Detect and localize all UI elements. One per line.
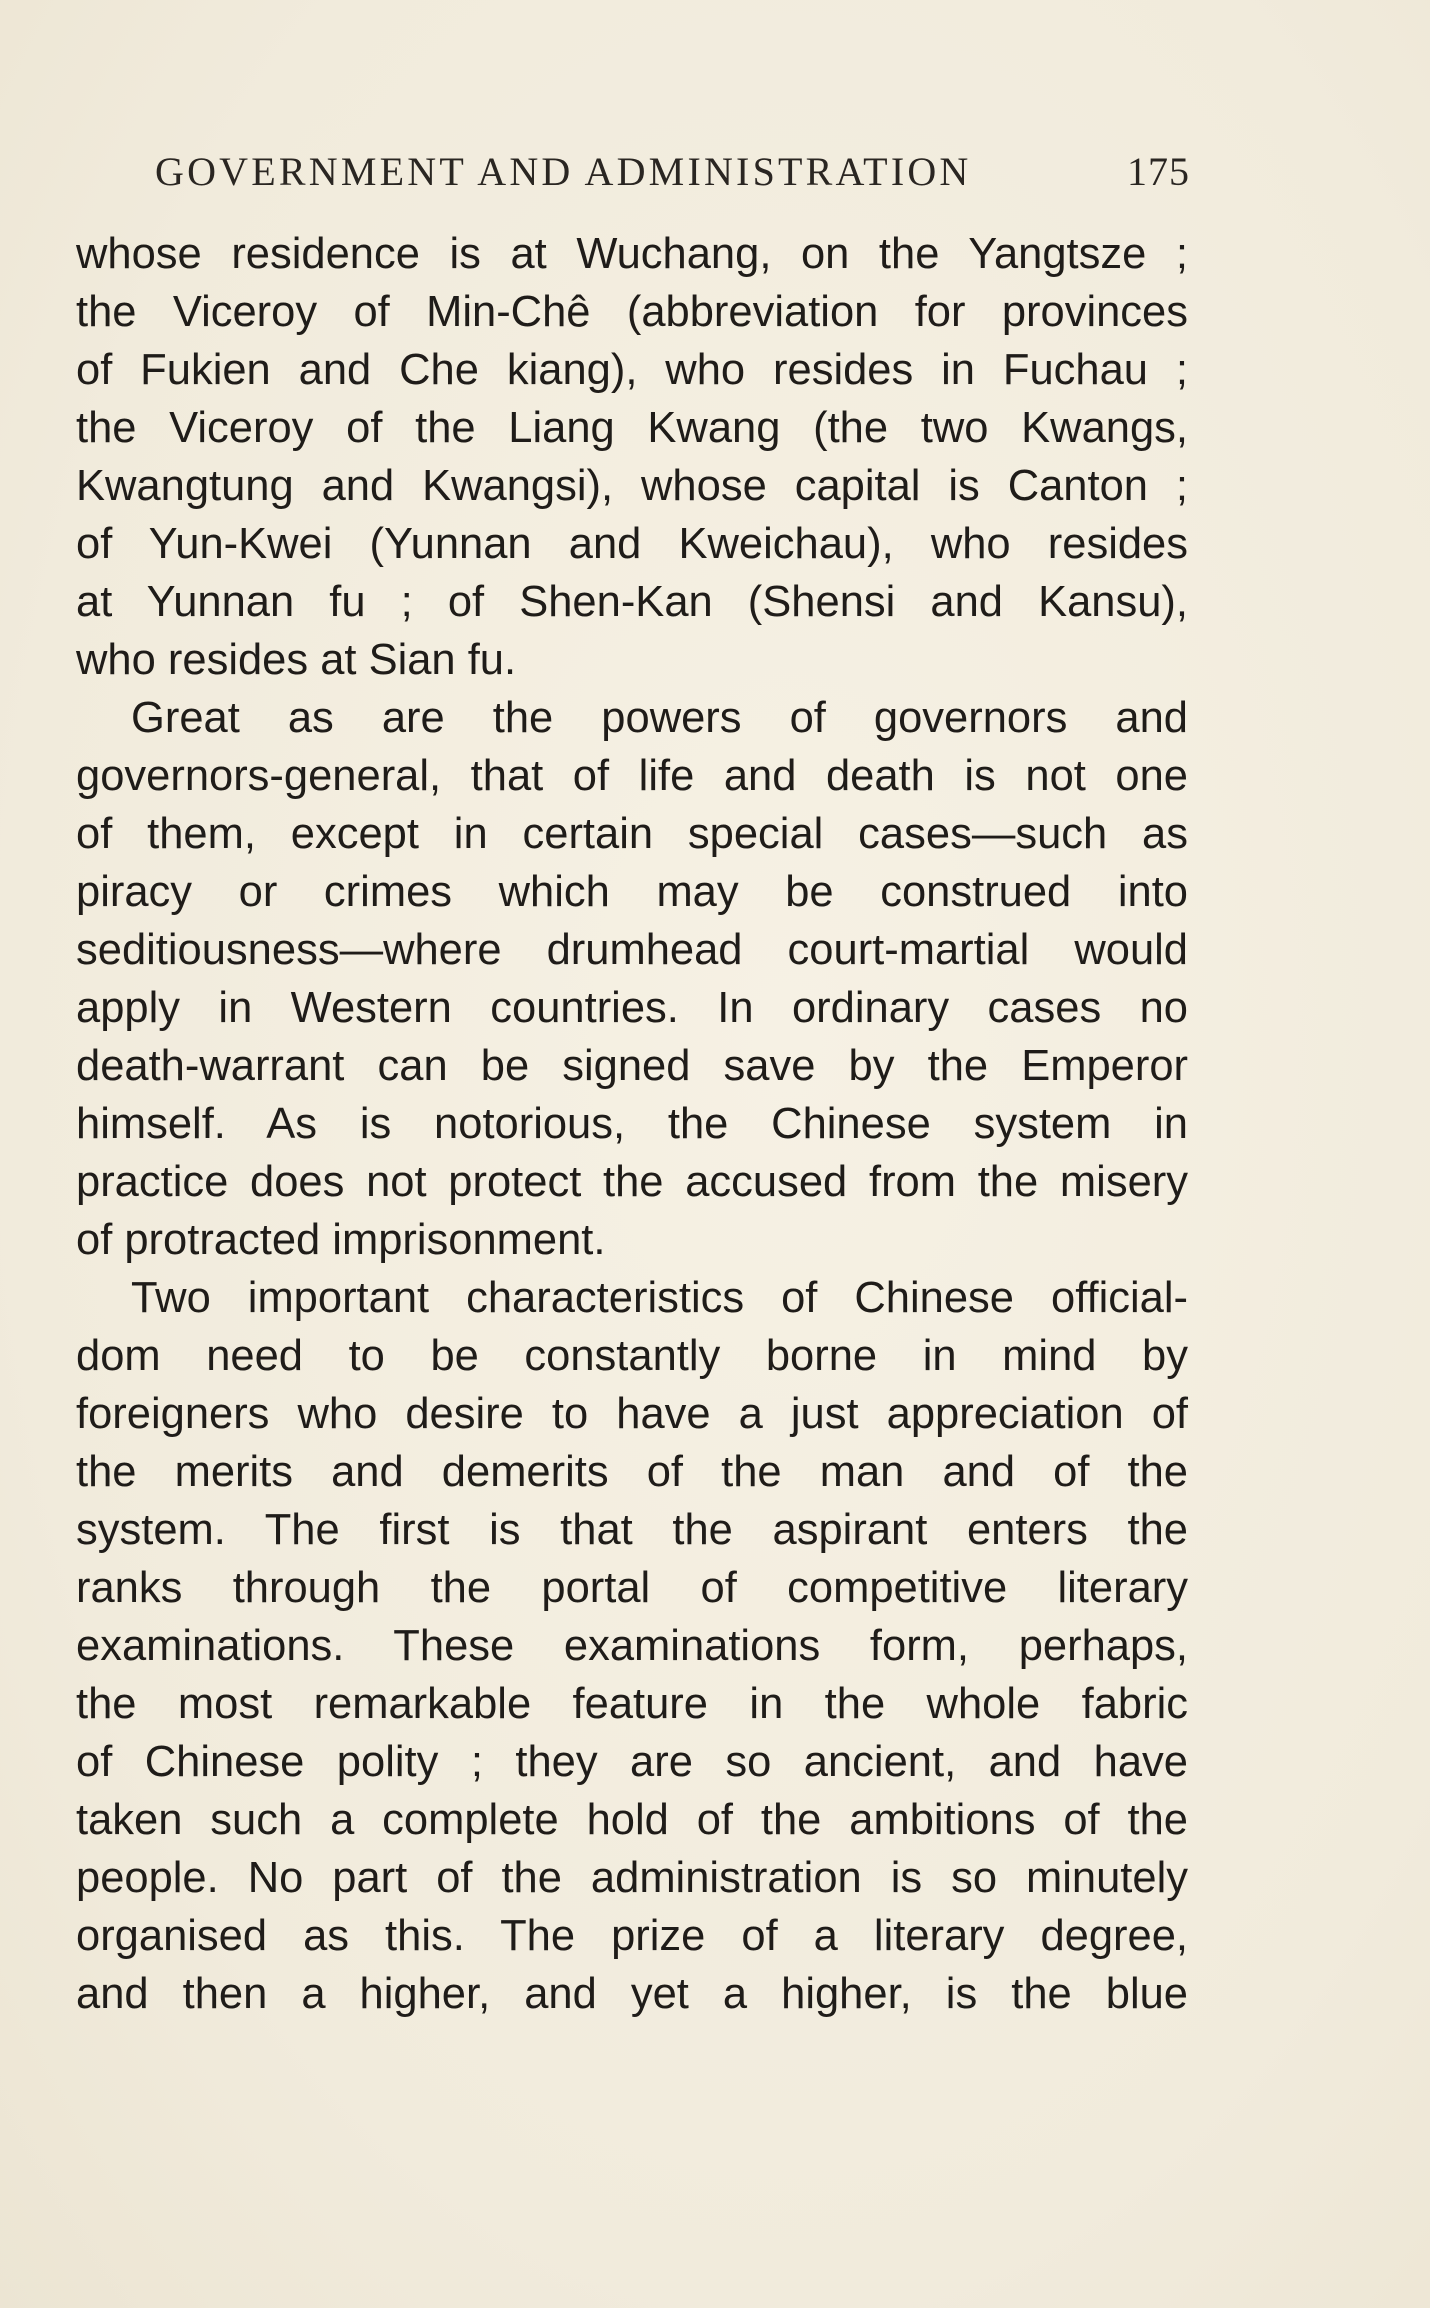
text-line: piracy or crimes which may be construed into: [76, 868, 1188, 916]
body-text: [76, 225, 1188, 2023]
text-line: of Chinese polity ; they are so ancient, and have: [76, 1738, 1188, 1786]
text-line: Great as are the powers of governors and: [131, 694, 1188, 742]
text-line: apply in Western countries. In ordinary cases no: [76, 984, 1188, 1032]
text-line: the Viceroy of Min-Chê (abbreviation for provinces: [76, 288, 1188, 336]
text-line: the Viceroy of the Liang Kwang (the two Kwangs,: [76, 404, 1188, 452]
page-number: 175: [1127, 149, 1190, 194]
text-line: the most remarkable feature in the whole fabric: [76, 1680, 1188, 1728]
text-line: himself. As is notorious, the Chinese system in: [76, 1100, 1188, 1148]
text-line: Kwangtung and Kwangsi), whose capital is Canton ;: [76, 462, 1188, 510]
text-line: of protracted imprisonment.: [76, 1216, 606, 1264]
text-line: the merits and demerits of the man and of the: [76, 1448, 1188, 1496]
text-line: whose residence is at Wuchang, on the Yangtsze ;: [76, 230, 1188, 278]
text-line: dom need to be constantly borne in mind by: [76, 1332, 1188, 1380]
text-line: governors-general, that of life and death is not one: [76, 752, 1188, 800]
running-head: GOVERNMENT AND ADMINISTRATION: [155, 149, 972, 194]
text-line: people. No part of the administration is so minutely: [76, 1854, 1188, 1902]
text-line: and then a higher, and yet a higher, is the blue: [76, 1970, 1188, 2018]
text-line: practice does not protect the accused from the misery: [76, 1158, 1188, 1206]
text-line: seditiousness—where drumhead court-martial would: [76, 926, 1188, 974]
text-line: of Fukien and Che kiang), who resides in Fuchau ;: [76, 346, 1188, 394]
text-line: of them, except in certain special cases—such as: [76, 810, 1188, 858]
text-line: examinations. These examinations form, perhaps,: [76, 1622, 1188, 1670]
text-line: who resides at Sian fu.: [76, 636, 517, 684]
text-line: ranks through the portal of competitive literary: [76, 1564, 1188, 1612]
text-line: taken such a complete hold of the ambitions of the: [76, 1796, 1188, 1844]
text-line: organised as this. The prize of a literary degree,: [76, 1912, 1188, 1960]
text-line: death-warrant can be signed save by the Emperor: [76, 1042, 1188, 1090]
text-line: at Yunnan fu ; of Shen-Kan (Shensi and Kansu),: [76, 578, 1188, 626]
text-line: of Yun-Kwei (Yunnan and Kweichau), who resides: [76, 520, 1188, 568]
text-line: system. The first is that the aspirant enters the: [76, 1506, 1188, 1554]
text-line: Two important characteristics of Chinese official-: [131, 1274, 1188, 1322]
text-line: foreigners who desire to have a just appreciation of: [76, 1390, 1188, 1438]
page-header: [155, 148, 1190, 208]
